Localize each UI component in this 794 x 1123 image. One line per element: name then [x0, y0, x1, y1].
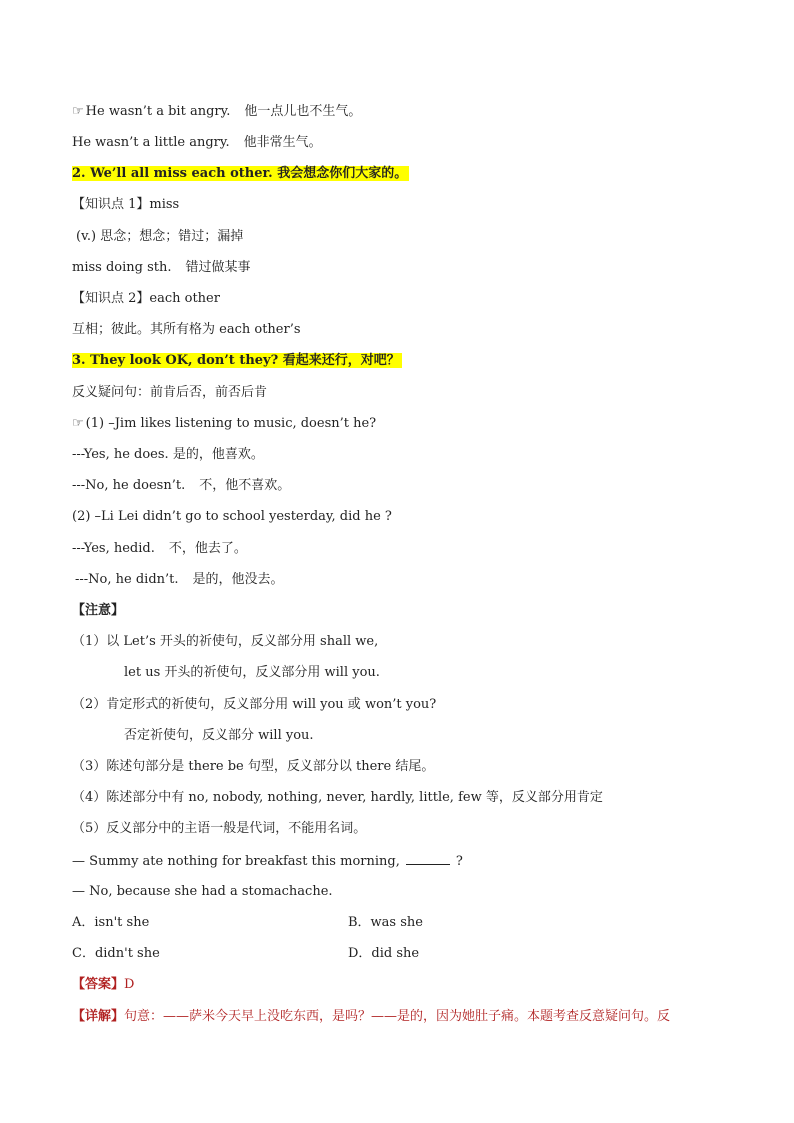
example-answer-2b — [75, 571, 284, 589]
detail-tag: 【详解】 — [72, 1009, 125, 1024]
answer-en: ---Yes, hedid. — [72, 541, 155, 556]
example-question-2: (2) –Li Lei didn’t go to school yesterday, did he ? — [72, 509, 392, 524]
example-answer-1b — [72, 477, 290, 495]
answer-en: ---No, he didn’t. — [75, 572, 179, 587]
example-en: He wasn’t a little angry. — [72, 135, 230, 150]
pointing-hand-icon: ☞ — [72, 104, 84, 119]
knowledge-point-1-example — [72, 259, 251, 277]
answer-en: ---No, he doesn’t. — [72, 478, 186, 493]
note-2b: 否定祈使句，反义部分 will you. — [124, 728, 314, 743]
section-heading-3 — [72, 352, 402, 370]
question-mark: ? — [455, 854, 463, 869]
option-a: A．isn't she — [72, 915, 150, 930]
example-en: miss doing sth. — [72, 260, 172, 275]
question-text: — Summy ate nothing for breakfast this morning, — [72, 854, 400, 869]
answer-zh: 是的，他喜欢。 — [172, 447, 264, 462]
note-heading: 【注意】 — [72, 603, 125, 618]
example-zh: 错过做某事 — [185, 260, 251, 275]
example-en: He wasn’t a bit angry. — [85, 104, 231, 119]
note-4: （4）陈述部分中有 no, nobody, nothing, never, hardly, little, few 等，反义部分用肯定 — [72, 790, 603, 805]
example-question-1 — [72, 415, 376, 433]
question-text: (1) –Jim likes listening to music, doesn’t he? — [85, 416, 377, 431]
answer-zh: 是的，他没去。 — [192, 572, 284, 587]
tag-question-rule: 反义疑问句：前肯后否，前否后肯 — [72, 385, 268, 400]
section-heading-2 — [72, 165, 409, 183]
exercise-question — [72, 852, 463, 871]
note-1b: let us 开头的祈使句，反义部分用 will you. — [124, 665, 380, 680]
answer-zh: 不，他不喜欢。 — [199, 478, 291, 493]
note-3: （3）陈述句部分是 there be 句型，反义部分以 there 结尾。 — [72, 759, 435, 774]
answer-value: D — [124, 977, 135, 992]
example-zh: 他一点儿也不生气。 — [244, 104, 362, 119]
exercise-reply: — No, because she had a stomachache. — [72, 884, 333, 899]
note-1a: （1）以 Let’s 开头的祈使句，反义部分用 shall we, — [72, 634, 379, 649]
note-5: （5）反义部分中的主语一般是代词，不能用名词。 — [72, 821, 367, 836]
knowledge-point-2: 【知识点 2】each other — [72, 291, 220, 306]
example-zh: 他非常生气。 — [243, 135, 322, 150]
highlighted-heading: 2. We’ll all miss each other. 我会想念你们大家的。 — [72, 166, 408, 181]
answer-zh: 不，他去了。 — [168, 541, 247, 556]
pointing-hand-icon: ☞ — [72, 416, 84, 431]
detail-text: 句意：——萨米今天早上没吃东西，是吗？——是的，因为她肚子痛。本题考查反意疑问句。反 — [124, 1009, 671, 1024]
knowledge-point-2-definition: 互相；彼此。其所有格为 each other’s — [72, 322, 301, 337]
highlighted-heading: 3. They look OK, don’t they? 看起来还行，对吧？ — [72, 353, 400, 368]
example-line-2 — [72, 134, 322, 152]
example-answer-1a — [72, 446, 264, 464]
answer-line — [72, 976, 134, 994]
answer-en: ---Yes, he does. — [72, 447, 169, 462]
detail-line — [72, 1008, 670, 1026]
note-2a: （2）肯定形式的祈使句，反义部分用 will you 或 won’t you? — [72, 697, 437, 712]
knowledge-point-1-definition: (v.) 思念；想念；错过；漏掉 — [76, 229, 244, 244]
knowledge-point-1: 【知识点 1】miss — [72, 197, 180, 212]
example-line-1 — [72, 103, 361, 121]
option-d: D．did she — [348, 946, 420, 961]
answer-blank — [406, 852, 450, 865]
option-c: C．didn't she — [72, 946, 160, 961]
example-answer-2a — [72, 540, 247, 558]
option-b: B．was she — [348, 915, 423, 930]
answer-tag: 【答案】 — [72, 977, 125, 992]
